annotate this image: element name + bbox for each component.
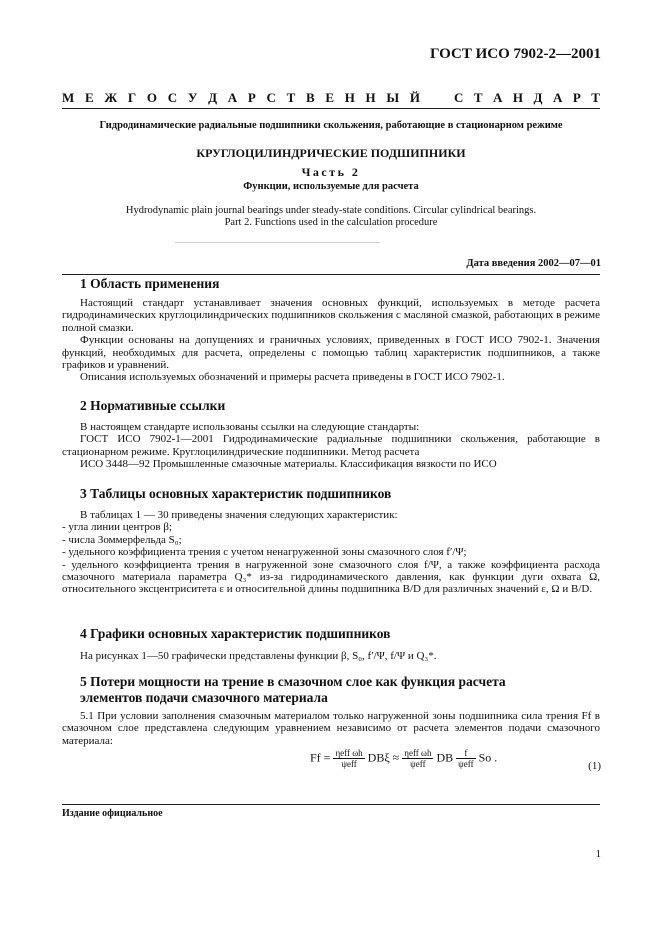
banner-word-2 bbox=[454, 90, 600, 106]
divider bbox=[175, 242, 380, 243]
banner-letter: Н bbox=[344, 90, 355, 105]
reference-2: ИСО 3448—92 Промышленные смазочные материалы. Классификация вязкости по ИСО bbox=[80, 458, 497, 471]
section-1-body bbox=[62, 297, 600, 384]
fraction-denominator: ψeff bbox=[410, 759, 426, 769]
banner-letter: С bbox=[454, 90, 464, 105]
english-title-line-1: Hydrodynamic plain journal bearings under steady-state conditions. Circular cylindrical bearings. bbox=[125, 205, 537, 216]
banner-letter: А bbox=[227, 90, 238, 105]
banner-letter: Ы bbox=[386, 90, 400, 105]
banner-rule bbox=[62, 108, 600, 109]
section-5-heading-line-2: элементов подачи смазочного материала bbox=[80, 690, 328, 705]
reference-1: ГОСТ ИСО 7902-1—2001 Гидродинамические радиальные подшипники скольжения, работающие в стационарном режиме. Круглоцилиндрические подшипники. Метод расчета bbox=[62, 433, 600, 458]
english-title bbox=[62, 205, 600, 229]
page-number: 1 bbox=[595, 848, 601, 860]
banner-letter: С bbox=[167, 90, 178, 105]
banner-letter: Е bbox=[325, 90, 334, 105]
fraction-numerator: ηeff ωh bbox=[335, 748, 363, 758]
paragraph: Описания используемых обозначений и примеры расчета приведены в ГОСТ ИСО 7902-1. bbox=[80, 371, 505, 384]
formula-term: DB bbox=[436, 750, 454, 765]
formula-term: So . bbox=[478, 750, 498, 765]
formula-term: DBξ ≈ bbox=[367, 750, 400, 765]
banner-letter: Ж bbox=[104, 90, 118, 105]
paragraph: Функции основаны на допущениях и граничных условиях, приведенных в ГОСТ ИСО 7902-1. Значения функций, необходимых для расчета, определены с помощью таблиц характеристик подшипников, а также графиков и уравнений. bbox=[62, 334, 600, 372]
effective-date: Дата введения 2002—07—01 bbox=[466, 258, 601, 269]
banner-letter: Е bbox=[84, 90, 94, 105]
banner-letter: А bbox=[552, 90, 563, 105]
section-1-heading: 1 Область применения bbox=[80, 276, 220, 291]
formula-fraction-3 bbox=[456, 748, 475, 769]
banner-letter: Т bbox=[473, 90, 483, 105]
banner-letter: Т bbox=[286, 90, 296, 105]
section-2-body bbox=[62, 421, 600, 471]
list-item: - числа Зоммерфельда S₀; bbox=[62, 533, 182, 546]
banner-letter: Н bbox=[512, 90, 524, 105]
paragraph: 5.1 При условии заполнения смазочным материалом только нагруженной зоны подшипника сила трения Ff в смазочном слое представлена следующим уравнением независимо от расчета элементов подачи смазочного материала: bbox=[62, 710, 600, 747]
fraction-numerator: ηeff ωh bbox=[404, 748, 432, 758]
date-rule bbox=[62, 274, 600, 275]
functions-title: Функции, используемые для расчета bbox=[243, 181, 419, 192]
banner-word-1 bbox=[62, 90, 420, 106]
formula-fraction-2 bbox=[402, 748, 433, 769]
equation-number: (1) bbox=[588, 760, 601, 772]
section-3-heading: 3 Таблицы основных характеристик подшипников bbox=[80, 486, 392, 501]
section-2-heading: 2 Нормативные ссылки bbox=[80, 398, 226, 413]
document-code: ГОСТ ИСО 7902-2—2001 bbox=[429, 46, 601, 62]
paragraph: В таблицах 1 — 30 приведены значения следующих характеристик: bbox=[80, 509, 398, 521]
banner-letter: М bbox=[62, 90, 75, 105]
fraction-denominator: ψeff bbox=[341, 759, 357, 769]
banner-letter: Г bbox=[127, 90, 137, 105]
english-title-line-2: Part 2. Functions used in the calculation procedure bbox=[224, 217, 438, 228]
subtitle: Гидродинамические радиальные подшипники скольжения, работающие в стационарном режиме bbox=[99, 120, 563, 131]
banner-letter: Н bbox=[365, 90, 376, 105]
section-5-heading-line-1: 5 Потери мощности на трение в смазочном слое как функция расчета bbox=[80, 674, 506, 689]
part-label: Часть 2 bbox=[301, 165, 361, 179]
section-5-heading bbox=[80, 674, 506, 706]
list-item: - удельного коэффициента трения с учетом ненагруженной зоны смазочного слоя f′/Ψ; bbox=[62, 546, 467, 559]
paragraph: Настоящий стандарт устанавливает значения основных функций, используемых в методе расчета гидродинамических круглоцилиндрических подшипников скольжения с масляной смазкой, работающих в режиме полной смазки. bbox=[62, 297, 600, 334]
banner-letter: Й bbox=[409, 90, 420, 105]
banner-letter: У bbox=[187, 90, 198, 105]
section-4-body bbox=[62, 650, 600, 662]
paragraph: На рисунках 1—50 графически представлены функции β, S₀, f′/Ψ, f/Ψ и Q₃*. bbox=[80, 650, 437, 662]
section-3-body bbox=[62, 509, 600, 596]
main-title: КРУГЛОЦИЛИНДРИЧЕСКИЕ ПОДШИПНИКИ bbox=[196, 146, 466, 160]
formula-fraction-1 bbox=[333, 748, 364, 769]
banner-letter: В bbox=[305, 90, 315, 105]
equation-1 bbox=[310, 748, 570, 769]
banner-letter: Д bbox=[208, 90, 218, 105]
banner-letter: О bbox=[146, 90, 158, 105]
list-item: - удельного коэффициента трения в нагруженной зоне смазочного слоя f/Ψ, а также коэффициента расхода смазочного материала параметра Q₃* из-за гидродинамического давления, как функции дуги охвата Ω, относительного эксцентриситета ε и относительной длины подшипника B/D для различных значений ε, Ω и B/D. bbox=[62, 558, 600, 596]
section-5-body bbox=[62, 710, 600, 747]
banner-letter: А bbox=[493, 90, 503, 105]
formula-lhs: Ff = bbox=[310, 750, 331, 765]
banner-letter: Т bbox=[591, 90, 600, 105]
standard-banner bbox=[62, 90, 600, 106]
fraction-denominator: ψeff bbox=[458, 759, 474, 769]
paragraph: В настоящем стандарте использованы ссылки на следующие стандарты: bbox=[80, 421, 420, 433]
banner-letter: С bbox=[266, 90, 276, 105]
section-4-heading: 4 Графики основных характеристик подшипников bbox=[80, 626, 391, 641]
banner-letter: Д bbox=[533, 90, 543, 105]
list-item: - угла линии центров β; bbox=[62, 521, 172, 534]
official-edition: Издание официальное bbox=[62, 808, 163, 819]
fraction-numerator: f bbox=[456, 748, 475, 759]
banner-letter: Р bbox=[247, 90, 256, 105]
banner-letter: Р bbox=[572, 90, 581, 105]
footer-rule bbox=[62, 804, 600, 805]
